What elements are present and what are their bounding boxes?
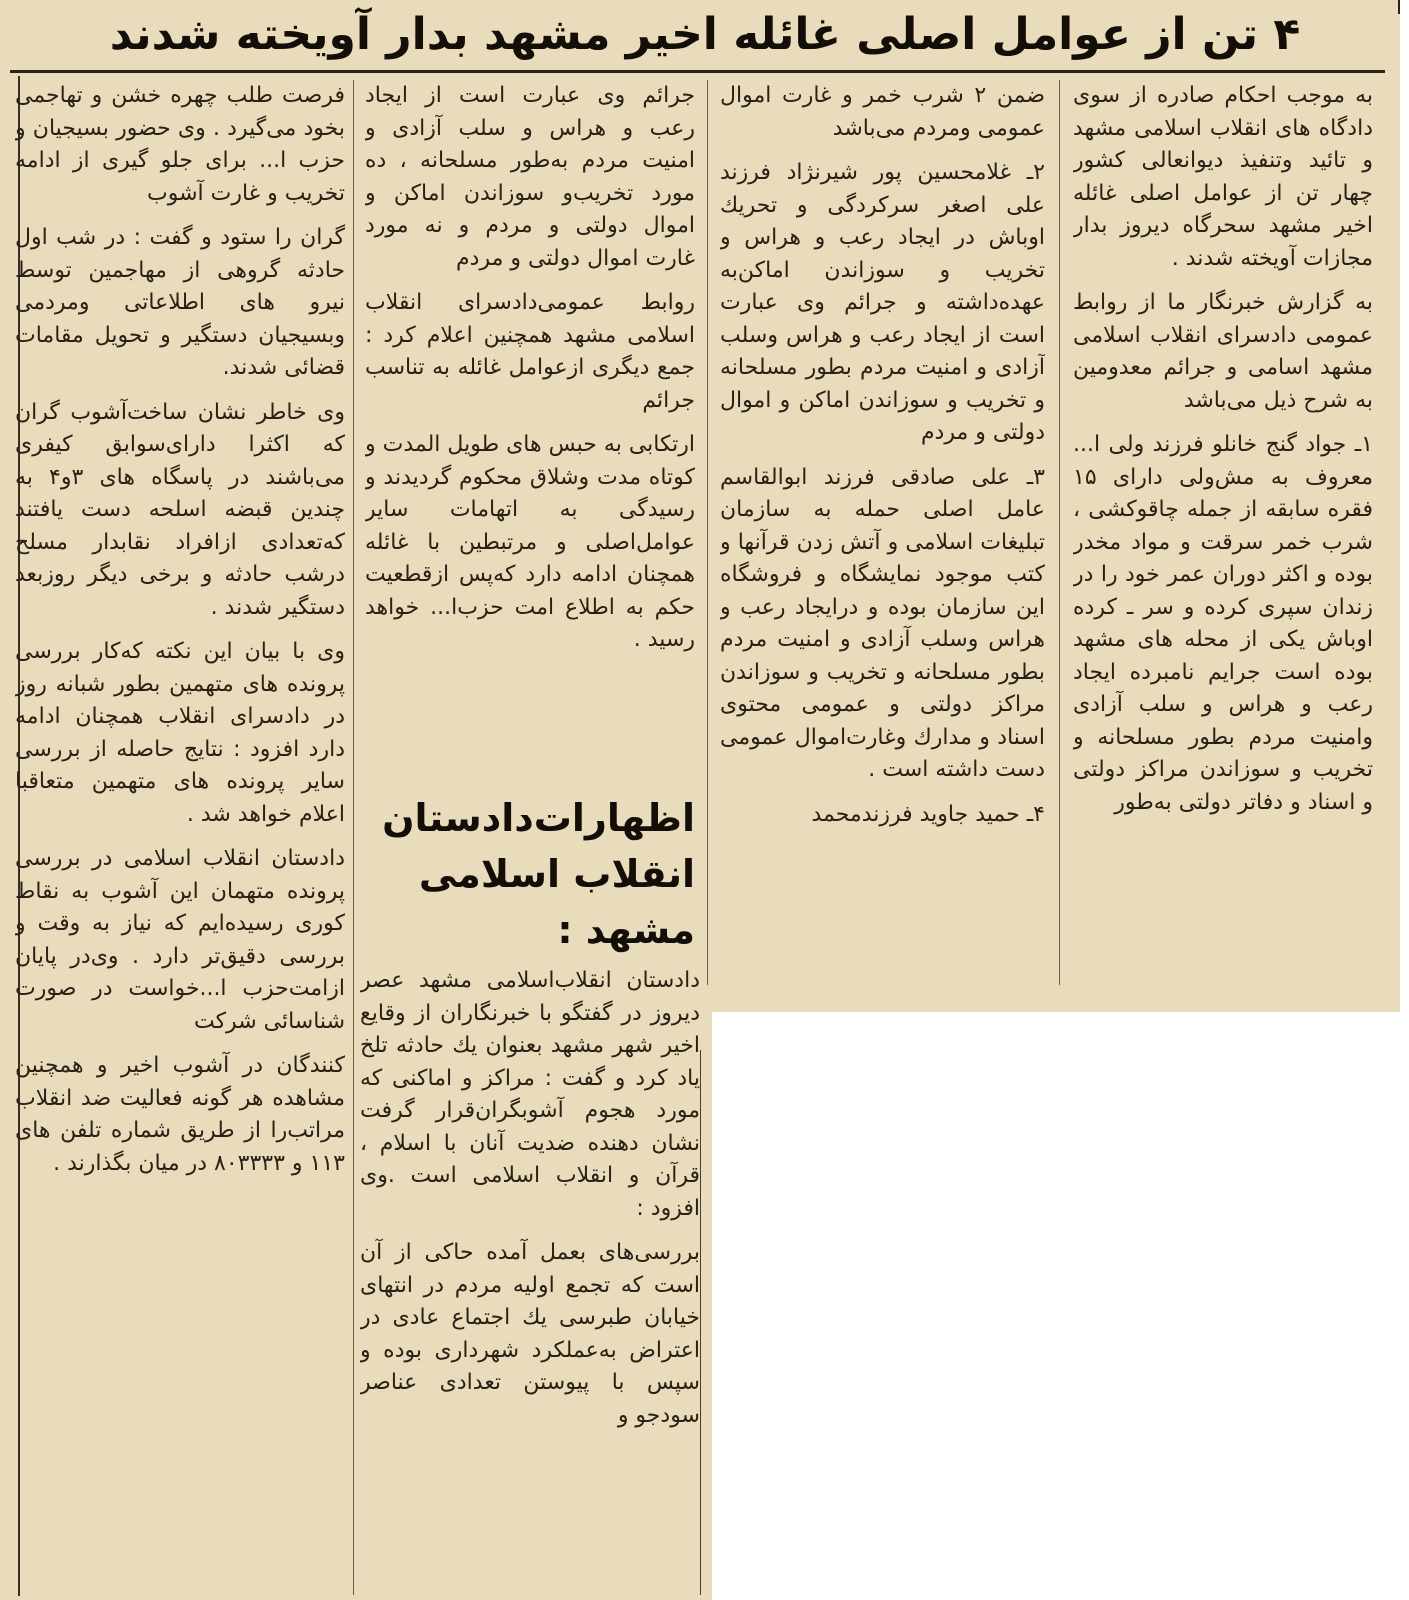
article-column-5 <box>360 965 700 1595</box>
article-column-3 <box>365 80 695 780</box>
paragraph: ۳ـ علی صادقی فرزند ابوالقاسم عامل اصلی حمله به سازمان تبلیغات اسلامی و آتش زدن قرآنها و کتب موجود نمایشگاه و فروشگاه این سازمان بوده و درایجاد رعب و هراس وسلب آزادی و امنیت مردم بطور مسلحانه و تخریب و سوزاندن مراکز دولتی و عمومی محتوی اسناد و مدارك وغارت‌اموال عمومی دست داشته است . <box>720 464 1045 782</box>
paragraph: روابط عمومی‌دادسرای انقلاب اسلامی مشهد همچنین اعلام کرد : جمع دیگری ازعوامل غائله به تناسب جرائم <box>365 290 695 413</box>
subheadline: اظهارات‌دادستان انقلاب اسلامی مشهد : <box>382 796 695 952</box>
paragraph: ۲ـ غلامحسین پور شیرنژاد فرزند علی اصغر سرکردگی و تحریك اوباش در ایجاد رعب و هراس و تخریب و سوزاندن اماکن‌به عهده‌داشته و جرائم وی عبارت است از ایجاد رعب و هراس وسلب آزادی و امنیت مردم بطور مسلحانه و تخریب و سوزاندن اماکن و اموال دولتی و مردم <box>720 160 1045 445</box>
column-bracket <box>700 1050 701 1595</box>
paragraph: بررسی‌های بعمل آمده حاکی از آن است که تجمع اولیه مردم در انتهای خیابان طبرسی یك اجتماع عادی در اعتراض به‌عملکرد شهرداری بوده و سپس با پیوستن تعدادی عناصر سودجو و <box>360 1240 700 1428</box>
edge-mark <box>1398 0 1400 14</box>
paragraph: دادستان انقلاب اسلامی در بررسی پرونده متهمان این آشوب به نقاط کوری رسیده‌ایم که نیاز به وقت و بررسی دقیق‌تر دارد . وی‌در پایان ازامت‌حزب ا...خواست در صورت شناسائی شرکت‌ <box>15 846 345 1034</box>
column-divider <box>353 80 354 1595</box>
column-divider <box>1059 80 1060 985</box>
paragraph: وی با بیان این نکته که‌کار بررسی پرونده های متهمین بطور شبانه روز در دادسرای انقلاب همچنان ادامه دارد افزود : نتایج حاصله از بررسی سایر پرونده های متهمین متعاقبا اعلام خواهد شد . <box>15 639 345 827</box>
paragraph: ارتکابی به حبس های طویل المدت و کوتاه مدت وشلاق محکوم گردیدند و رسیدگی به اتهامات سایر عوامل‌اصلی و مرتبطین با غائله همچنان ادامه دارد که‌پس ازقطعیت حکم به اطلاع امت حزب‌ا... خواهد رسید . <box>365 432 695 652</box>
paragraph: ضمن ۲ شرب خمر و غارت اموال عمومی ومردم می‌باشد <box>720 83 1045 141</box>
headline: ۴ تن از عوامل اصلی غائله اخیر مشهد بدار آویخته شدند <box>109 9 1301 60</box>
paragraph: به موجب احکام صادره از سوی دادگاه های انقلاب اسلامی مشهد و تائید وتنفیذ دیوانعالی کشور چهار تن از عوامل اصلی غائله اخیر مشهد سحرگاه دیروز بدار مجازات آویخته شدند . <box>1073 83 1373 271</box>
paragraph: ۱ـ جواد گنج خانلو فرزند ولی ا... معروف به مش‌ولی دارای ۱۵ فقره سابقه از جمله چاقوکشی ، شرب خمر سرقت و مواد مخدر بوده و اکثر دوران عمر خود را در زندان سپری کرده و سر ـ کرده اوباش یکی از محله های مشهد بوده است جرایم نامبرده ایجاد رعب و هراس و سلب آزادی وامنیت مردم بطور مسلحانه و تخریب و سوزاندن مراکز دولتی و اسناد و دفاتر دولتی به‌طور <box>1073 432 1373 815</box>
headline-rule <box>10 70 1385 73</box>
column-divider <box>707 80 708 985</box>
paragraph: ۴ـ حمید جاوید فرزندمحمد <box>811 801 1045 827</box>
paragraph: وی خاطر نشان ساخت‌آشوب گران که اکثرا دارای‌سوابق کیفری می‌باشند در پاسگاه های ۳و۴ به چندین قبضه اسلحه دست یافتند که‌تعدادی ازافراد نقابدار مسلح درشب حادثه و برخی دیگر روزبعد دستگیر شدند . <box>15 399 345 620</box>
paragraph: جرائم وی عبارت است از ایجاد رعب و هراس و سلب آزادی و امنیت مردم به‌طور مسلحانه ، ده مورد تخریب‌و سوزاندن اماکن و اموال دولتی و مردم و نه مورد غارت اموال دولتی و مردم <box>365 83 695 271</box>
paragraph: فرصت طلب چهره خشن و تهاجمی بخود می‌گیرد . وی حضور بسیجیان و حزب ا... برای جلو گیری از ادامه تخریب و غارت آشوب <box>15 83 345 206</box>
article-column-1 <box>1073 80 1373 980</box>
paragraph: کنندگان در آشوب اخیر و همچنین مشاهده هر گونه فعالیت ضد انقلاب مراتب‌را از طریق شماره تلفن های ۱۱۳ و ۸۰۳۳۳۳ در میان بگذارند . <box>15 1053 345 1176</box>
article-column-4 <box>15 80 345 1595</box>
paragraph: گران را ستود و گفت : در شب اول حادثه گروهی از مهاجمین توسط نیرو های اطلاعاتی ومردمی وبسیجیان دستگیر و تحویل مقامات قضائی شدند. <box>15 225 345 380</box>
article-column-2 <box>720 80 1045 980</box>
paragraph: دادستان انقلاب‌اسلامی مشهد عصر دیروز در گفتگو با خبرنگاران از وقایع اخیر شهر مشهد بعنوان یك حادثه تلخ یاد کرد و گفت : مراکز و اماکنی که مورد هجوم آشوبگران‌قرار گرفت نشان دهنده ضدیت آنان با اسلام ، قرآن و انقلاب اسلامی است .وی افزود : <box>360 968 700 1221</box>
paragraph: به گزارش خبرنگار ما از روابط عمومی دادسرای انقلاب اسلامی مشهد اسامی و جرائم معدومین به شرح ذیل می‌باشد <box>1073 290 1373 413</box>
